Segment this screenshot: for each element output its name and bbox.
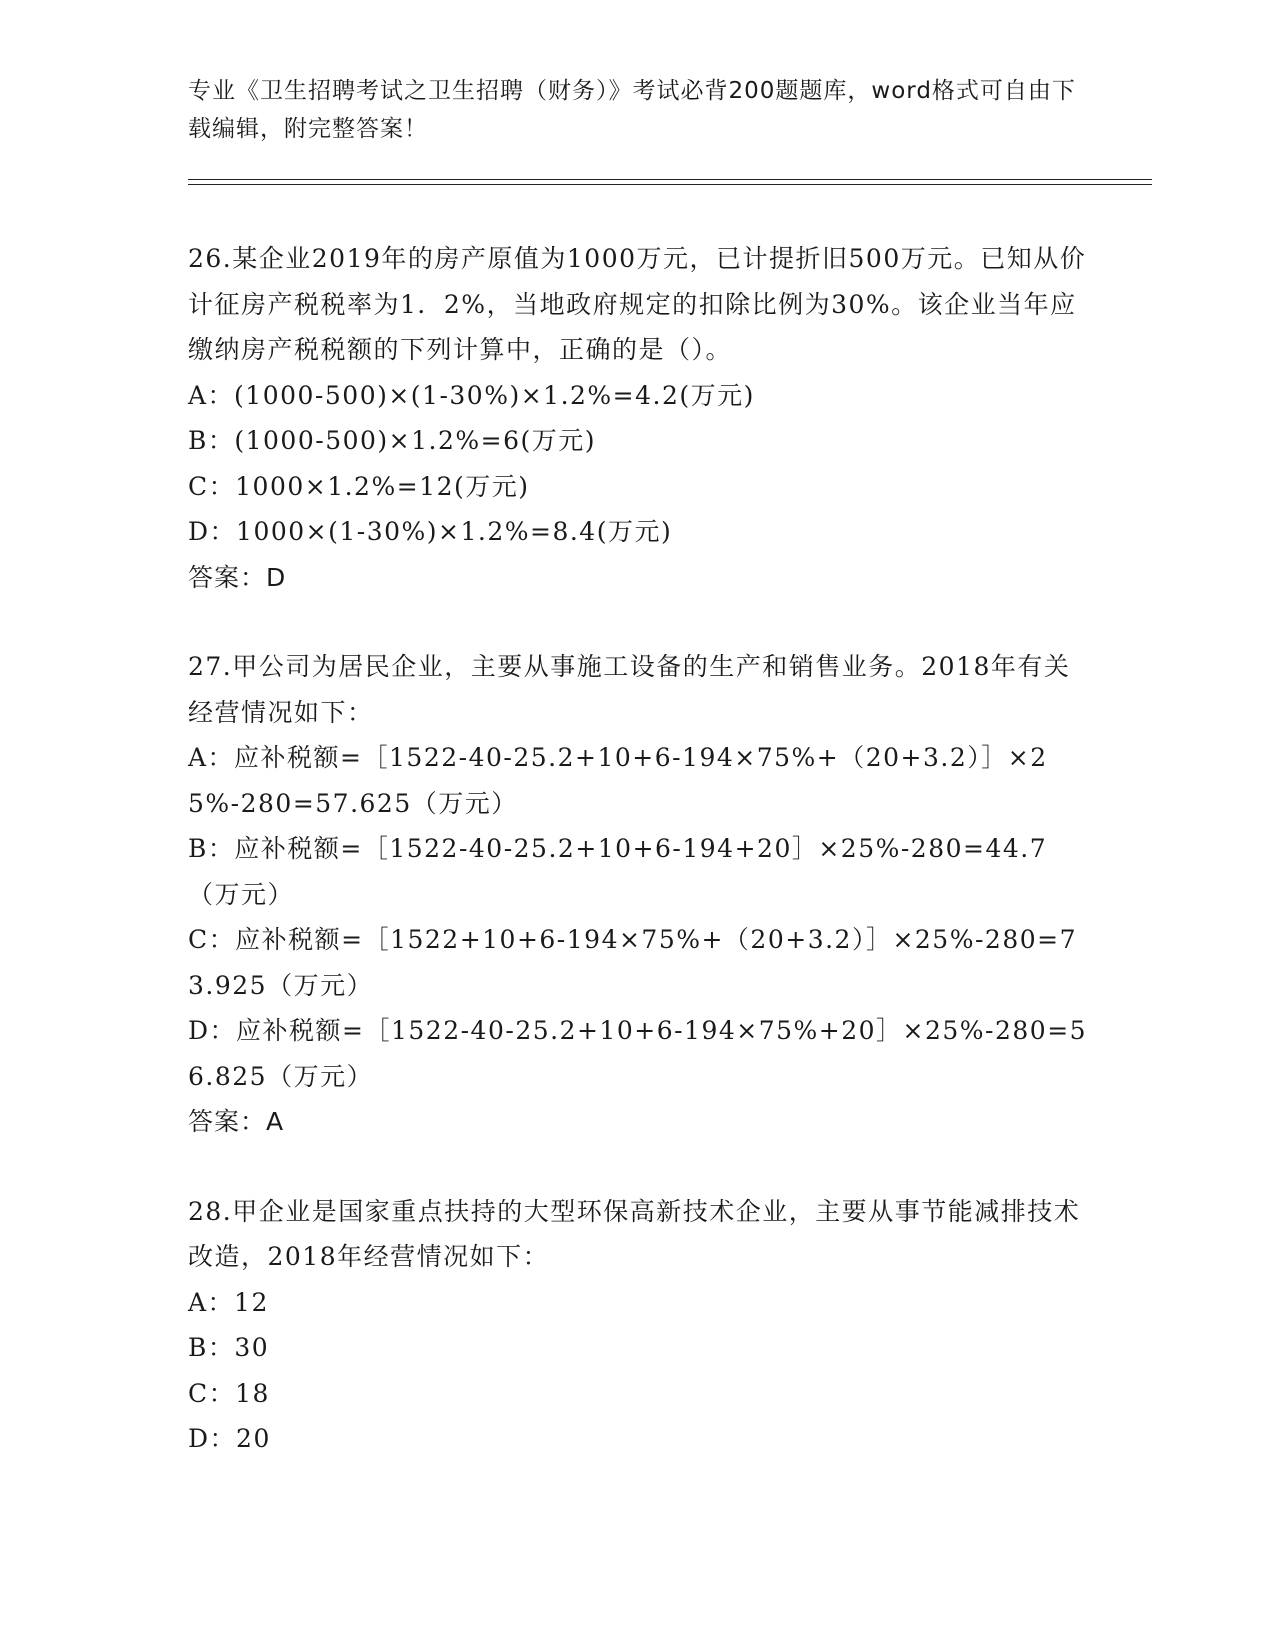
question-stem: 27.甲公司为居民企业，主要从事施工设备的生产和销售业务。2018年有关经营情况如下： <box>188 652 1071 727</box>
option-a: A：12 <box>188 1287 269 1317</box>
option-d: D：20 <box>188 1424 271 1453</box>
question-stem: 26.某企业2019年的房产原值为1000万元，已计提折旧500万元。已知从价计征房产税税率为1．2%，当地政府规定的扣除比例为30%。该企业当年应缴纳房产税税额的下列计算中，正确的是（）。 <box>188 244 1087 364</box>
answer-label: 答案： <box>188 562 267 592</box>
header-divider-top <box>188 179 1152 180</box>
option-d: D：应补税额=［1522-40-25.2+10+6-194×75%+20］×25%-280=56.825（万元） <box>188 1016 1088 1091</box>
question-stem: 28.甲企业是国家重点扶持的大型环保高新技术企业，主要从事节能减排技术改造，2018年经营情况如下： <box>188 1196 1081 1271</box>
answer-line <box>188 555 1088 601</box>
option-a: A：(1000-500)×(1-30%)×1.2%=4.2(万元) <box>188 380 755 410</box>
option-c: C：应补税额=［1522+10+6-194×75%+（20+3.2）］×25%-280=73.925（万元） <box>188 925 1077 1000</box>
option-c: C：1000×1.2%=12(万元) <box>188 471 530 501</box>
option-a: A：应补税额=［1522-40-25.2+10+6-194×75%+（20+3.2）］×25%-280=57.625（万元） <box>188 743 1048 818</box>
answer-line <box>188 1099 1088 1145</box>
answer-label: 答案： <box>188 1107 267 1136</box>
question-27 <box>188 644 1088 1145</box>
option-b: B：30 <box>188 1333 270 1362</box>
header-divider-bottom <box>188 184 1152 185</box>
document-header <box>188 72 1088 148</box>
answer-value: A <box>266 1107 285 1136</box>
option-b: B：应补税额=［1522-40-25.2+10+6-194+20］×25%-280=44.7（万元） <box>188 834 1048 909</box>
option-c: C：18 <box>188 1378 270 1408</box>
option-d: D：1000×(1-30%)×1.2%=8.4(万元) <box>188 517 673 546</box>
question-list <box>188 236 1088 1506</box>
option-b: B：(1000-500)×1.2%=6(万元) <box>188 426 596 455</box>
question-26 <box>188 236 1088 600</box>
question-28 <box>188 1189 1088 1462</box>
header-text: 专业《卫生招聘考试之卫生招聘（财务）》考试必背200题题库，word格式可自由下载编辑，附完整答案！ <box>188 78 1076 142</box>
answer-value: D <box>266 562 287 592</box>
